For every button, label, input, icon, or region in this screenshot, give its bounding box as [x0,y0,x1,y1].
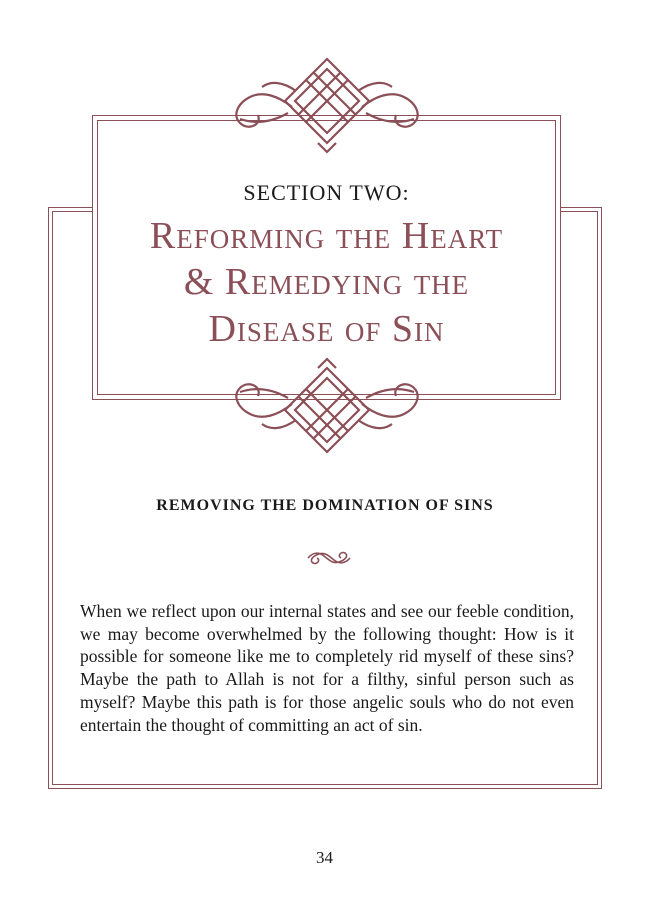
title-line-2: & Remedying the [183,261,470,303]
bottom-knot-ornament-icon [222,354,432,456]
swirl-divider-icon [305,550,353,566]
title-line-1: Reforming the Heart [149,215,504,257]
title-line-3: Disease of Sin [208,308,445,350]
body-paragraph: When we reflect upon our internal states and see our feeble condition, we may become overwhelmed by the following thought: How is it possible for someone like me to completely rid myself of these sins? Maybe the path to Allah is not for a filthy, sinful person such as myself? Maybe this path is for those angelic souls who do not even entertain the thought of committing an act of sin. [80,601,574,735]
top-knot-ornament-icon [222,55,432,157]
subheading: REMOVING THE DOMINATION OF SINS [156,497,494,514]
section-label: SECTION TWO: [243,180,410,205]
page-number: 34 [316,848,333,867]
